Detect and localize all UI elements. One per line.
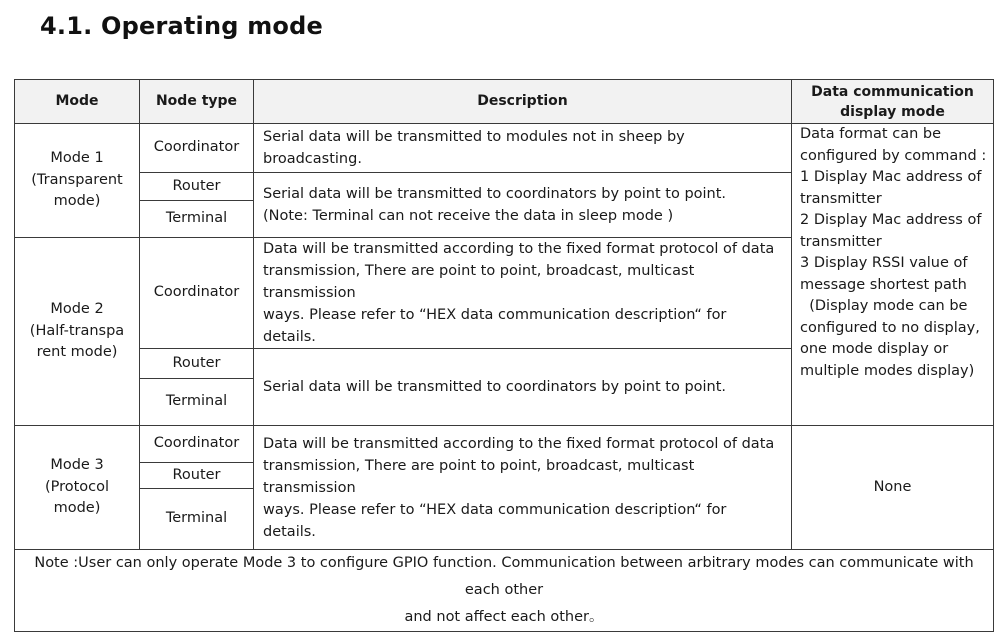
mode3-coordinator: Coordinator — [140, 426, 254, 463]
header-row — [15, 80, 994, 124]
comm-line: 3 Display RSSI value of — [800, 255, 968, 271]
mode3-comm-none: None — [792, 426, 994, 550]
mode2-router: Router — [140, 349, 254, 379]
comm-line: 1 Display Mac address of — [800, 169, 982, 185]
mode1-label — [15, 124, 140, 238]
comm-line: Data format can be — [800, 126, 941, 142]
header-comm-line1: Data communication — [811, 83, 974, 100]
mode1-rt-desc-line1: Serial data will be transmitted to coordinators by point to point. — [263, 186, 727, 202]
comm-line: one mode display or — [800, 341, 949, 357]
mode2-terminal: Terminal — [140, 379, 254, 426]
mode1-rt-desc-line2: (Note: Terminal can not receive the data in sleep mode ) — [263, 208, 674, 224]
comm-mode-cell — [792, 124, 994, 426]
mode1-router-terminal-desc — [254, 173, 792, 238]
header-node-type: Node type — [140, 80, 254, 124]
mode1-terminal: Terminal — [140, 201, 254, 238]
mode3-label-line1: Mode 3 — [50, 457, 104, 474]
header-description: Description — [254, 80, 792, 124]
comm-line: transmitter — [800, 233, 882, 250]
mode2-label-line3: rent mode) — [36, 344, 118, 361]
note-line2: and not affect each other。 — [404, 609, 604, 625]
mode3-desc-line2: transmission, There are point to point, broadcast, multicast transmission — [263, 457, 695, 496]
mode2-coord-desc-line3: ways. Please refer to “HEX data communication description“ for details. — [263, 307, 727, 345]
mode3-label-line3: mode) — [53, 500, 101, 517]
header-mode: Mode — [15, 80, 140, 124]
comm-line: configured to no display, — [800, 319, 980, 336]
mode1-label-line1: Mode 1 — [50, 150, 104, 167]
mode2-label — [15, 238, 140, 426]
mode1-label-line3: mode) — [53, 193, 101, 210]
mode2-coordinator-desc — [254, 238, 792, 349]
note-line1: Note :User can only operate Mode 3 to configure GPIO function. Communication between arbitrary modes can communicate with each other — [34, 555, 974, 598]
mode2-router-terminal-desc: Serial data will be transmitted to coordinators by point to point. — [254, 349, 792, 426]
note-row — [15, 550, 994, 632]
section-heading: 4.1. Operating mode — [40, 12, 323, 40]
mode1-router: Router — [140, 173, 254, 201]
comm-line: transmitter — [800, 190, 882, 207]
header-comm-line2: display mode — [840, 103, 945, 120]
note-cell — [15, 550, 994, 632]
table-row — [15, 426, 994, 463]
comm-line: 2 Display Mac address of — [800, 212, 982, 228]
table-row — [15, 124, 994, 173]
header-comm-display-mode — [792, 80, 994, 124]
comm-line: message shortest path — [800, 276, 967, 293]
mode2-coord-desc-line1: Data will be transmitted according to the fixed format protocol of data — [263, 241, 775, 257]
mode3-router: Router — [140, 463, 254, 489]
comm-line: multiple modes display) — [800, 362, 975, 379]
mode2-label-line1: Mode 2 — [50, 301, 104, 318]
mode1-coordinator-desc: Serial data will be transmitted to modules not in sheep by broadcasting. — [254, 124, 792, 173]
mode3-desc — [254, 426, 792, 550]
mode2-coordinator: Coordinator — [140, 238, 254, 349]
mode2-coord-desc-line2: transmission, There are point to point, broadcast, multicast transmission — [263, 263, 695, 301]
comm-line: (Display mode can be — [800, 298, 968, 314]
mode3-terminal: Terminal — [140, 489, 254, 550]
comm-line: configured by command : — [800, 147, 987, 164]
operating-mode-table — [14, 79, 994, 632]
mode3-desc-line1: Data will be transmitted according to the fixed format protocol of data — [263, 435, 775, 452]
mode3-desc-line3: ways. Please refer to “HEX data communication description“ for details. — [263, 501, 727, 540]
mode3-label — [15, 426, 140, 550]
mode1-label-line2: (Transparent — [31, 171, 123, 188]
mode2-label-line2: (Half-transpa — [29, 322, 125, 339]
mode3-label-line2: (Protocol — [44, 478, 110, 495]
mode1-coordinator: Coordinator — [140, 124, 254, 173]
